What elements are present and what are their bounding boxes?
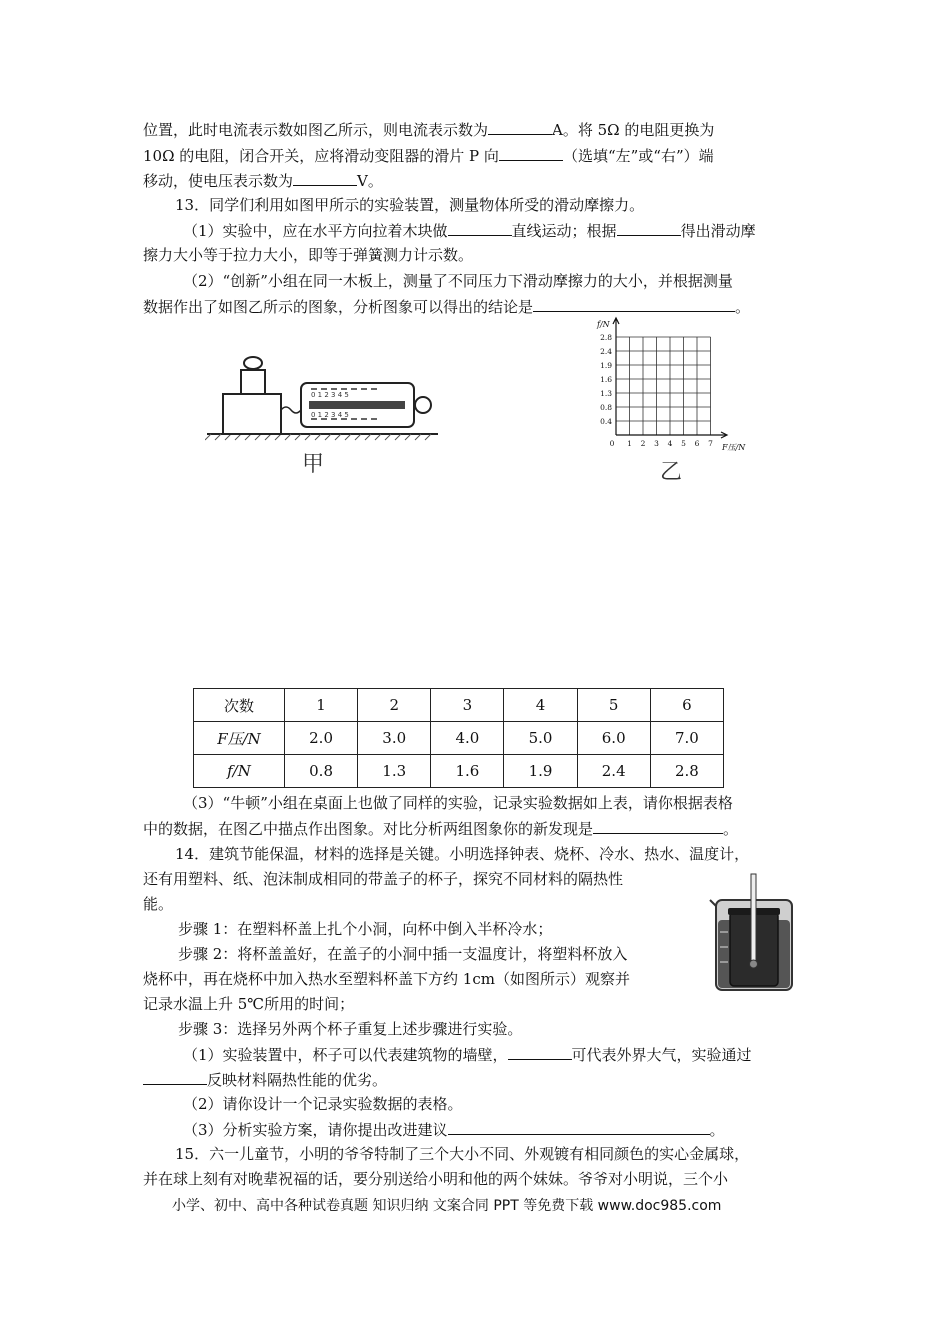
text-line: 擦力大小等于拉力大小，即等于弹簧测力计示数。 bbox=[143, 246, 474, 264]
text-line: 移动，使电压表示数为 V。 bbox=[143, 172, 383, 190]
y-tick-label: 1.9 bbox=[600, 361, 612, 370]
x-tick-label: 7 bbox=[708, 439, 713, 448]
x-tick-label: 5 bbox=[681, 439, 686, 448]
table-cell: 0.8 bbox=[285, 755, 358, 788]
answer-blank[interactable] bbox=[533, 296, 735, 312]
x-axis-label: F压/N bbox=[722, 443, 746, 452]
table-cell: 3 bbox=[431, 689, 504, 722]
table-cell: 1 bbox=[285, 689, 358, 722]
table-cell: 3.0 bbox=[358, 722, 431, 755]
text-line: 步骤 1：在塑料杯盖上扎个小洞，向杯中倒入半杯冷水； bbox=[178, 920, 553, 938]
table-cell: f/N bbox=[194, 755, 285, 788]
text-line: 反映材料隔热性能的优劣。 bbox=[143, 1069, 387, 1090]
answer-blank[interactable] bbox=[617, 220, 681, 236]
question-15: 15．六一儿童节，小明的爷爷特制了三个大小不同、外观镀有相同颜色的实心金属球， bbox=[175, 1145, 750, 1163]
y-axis-label: f/N bbox=[597, 320, 610, 329]
table-cell: 1.9 bbox=[504, 755, 577, 788]
table-cell: 6.0 bbox=[577, 722, 650, 755]
footer-text: 小学、初中、高中各种试卷真题 知识归纳 文案合同 PPT 等免费下载 www.doc985.com bbox=[172, 1198, 722, 1214]
text-line: （3）“牛顿”小组在桌面上也做了同样的实验，记录实验数据如上表，请你根据表格 bbox=[183, 794, 733, 812]
question-13: 13．同学们利用如图甲所示的实验装置，测量物体所受的滑动摩擦力。 bbox=[175, 196, 645, 214]
figure-yi-label: 乙 bbox=[660, 460, 683, 485]
text-line: 能。 bbox=[143, 895, 174, 913]
text-line: 数据作出了如图乙所示的图象，分析图象可以得出的结论是 。 bbox=[143, 298, 751, 316]
table-row bbox=[194, 689, 724, 722]
x-tick-label: 4 bbox=[667, 439, 673, 448]
table-cell: 1.3 bbox=[358, 755, 431, 788]
answer-blank[interactable] bbox=[143, 1069, 207, 1085]
answer-blank[interactable] bbox=[293, 170, 357, 186]
x-tick-label: 2 bbox=[640, 439, 646, 448]
text-line: 并在球上刻有对晚辈祝福的话，要分别送给小明和他的两个妹妹。爷爷对小明说，三个小 bbox=[143, 1170, 729, 1188]
text-line: 中的数据，在图乙中描点作出图象。对比分析两组图象你的新发现是 。 bbox=[143, 820, 739, 838]
svg-text:0 1 2 3 4 5: 0 1 2 3 4 5 bbox=[311, 391, 349, 399]
table-cell: 5 bbox=[577, 689, 650, 722]
text-line: （1）实验装置中，杯子可以代表建筑物的墙壁， 可代表外界大气，实验通过 bbox=[183, 1046, 752, 1064]
y-tick-label: 0.8 bbox=[600, 403, 612, 412]
answer-blank[interactable] bbox=[448, 220, 512, 236]
x-tick-label: 3 bbox=[654, 439, 659, 448]
text-line: （2）请你设计一个记录实验数据的表格。 bbox=[183, 1095, 463, 1113]
text-line: （2）“创新”小组在同一木板上，测量了不同压力下滑动摩擦力的大小，并根据测量 bbox=[183, 272, 733, 290]
answer-blank[interactable] bbox=[499, 145, 563, 161]
table-cell: 6 bbox=[650, 689, 723, 722]
table-cell: 5.0 bbox=[504, 722, 577, 755]
table-cell: F压/N bbox=[194, 722, 285, 755]
text-line: 10Ω 的电阻，闭合开关，应将滑动变阻器的滑片 P 向 （选填“左”或“右”）端 bbox=[143, 147, 714, 165]
text-line: 记录水温上升 5℃所用的时间； bbox=[143, 995, 355, 1013]
figure-yi-graph bbox=[588, 313, 758, 458]
y-tick-label: 2.4 bbox=[600, 347, 612, 356]
svg-text:0 1 2 3 4 5: 0 1 2 3 4 5 bbox=[311, 411, 349, 419]
table-cell: 4.0 bbox=[431, 722, 504, 755]
y-tick-label: 2.8 bbox=[600, 333, 612, 342]
data-table bbox=[193, 688, 724, 788]
x-tick-label: 6 bbox=[694, 439, 700, 448]
answer-blank[interactable] bbox=[508, 1044, 572, 1060]
answer-blank[interactable] bbox=[593, 818, 723, 834]
figure-jia-label: 甲 bbox=[302, 452, 325, 477]
text-line: 位置，此时电流表示数如图乙所示，则电流表示数为 A。将 5Ω 的电阻更换为 bbox=[143, 121, 715, 139]
table-cell: 1.6 bbox=[431, 755, 504, 788]
text-line: 还有用塑料、纸、泡沫制成相同的带盖子的杯子，探究不同材料的隔热性 bbox=[143, 870, 624, 888]
y-tick-label: 0.4 bbox=[600, 417, 612, 426]
beaker-thermometer-image bbox=[708, 872, 800, 994]
table-cell: 次数 bbox=[194, 689, 285, 722]
table-cell: 2.4 bbox=[577, 755, 650, 788]
table-row bbox=[194, 755, 724, 788]
table-cell: 2.0 bbox=[285, 722, 358, 755]
text-line: （3）分析实验方案，请你提出改进建议 。 bbox=[183, 1121, 725, 1139]
answer-blank[interactable] bbox=[488, 119, 552, 135]
text-line: （1）实验中，应在水平方向拉着木块做 直线运动；根据 得出滑动摩 bbox=[183, 222, 756, 240]
text-line: 步骤 2：将杯盖盖好，在盖子的小洞中插一支温度计，将塑料杯放入 bbox=[178, 945, 628, 963]
text-line: 烧杯中，再在烧杯中加入热水至塑料杯盖下方约 1cm（如图所示）观察并 bbox=[143, 970, 630, 988]
table-cell: 2 bbox=[358, 689, 431, 722]
table-row bbox=[194, 722, 724, 755]
question-14: 14．建筑节能保温，材料的选择是关键。小明选择钟表、烧杯、冷水、热水、温度计， bbox=[175, 845, 750, 863]
x-tick-label: 0 bbox=[609, 439, 615, 448]
table-cell: 2.8 bbox=[650, 755, 723, 788]
table-cell: 4 bbox=[504, 689, 577, 722]
y-tick-label: 1.6 bbox=[600, 375, 612, 384]
table-cell: 7.0 bbox=[650, 722, 723, 755]
x-tick-label: 1 bbox=[627, 439, 632, 448]
answer-blank[interactable] bbox=[448, 1119, 710, 1135]
y-tick-label: 1.3 bbox=[600, 389, 612, 398]
text-line: 步骤 3：选择另外两个杯子重复上述步骤进行实验。 bbox=[178, 1020, 523, 1038]
